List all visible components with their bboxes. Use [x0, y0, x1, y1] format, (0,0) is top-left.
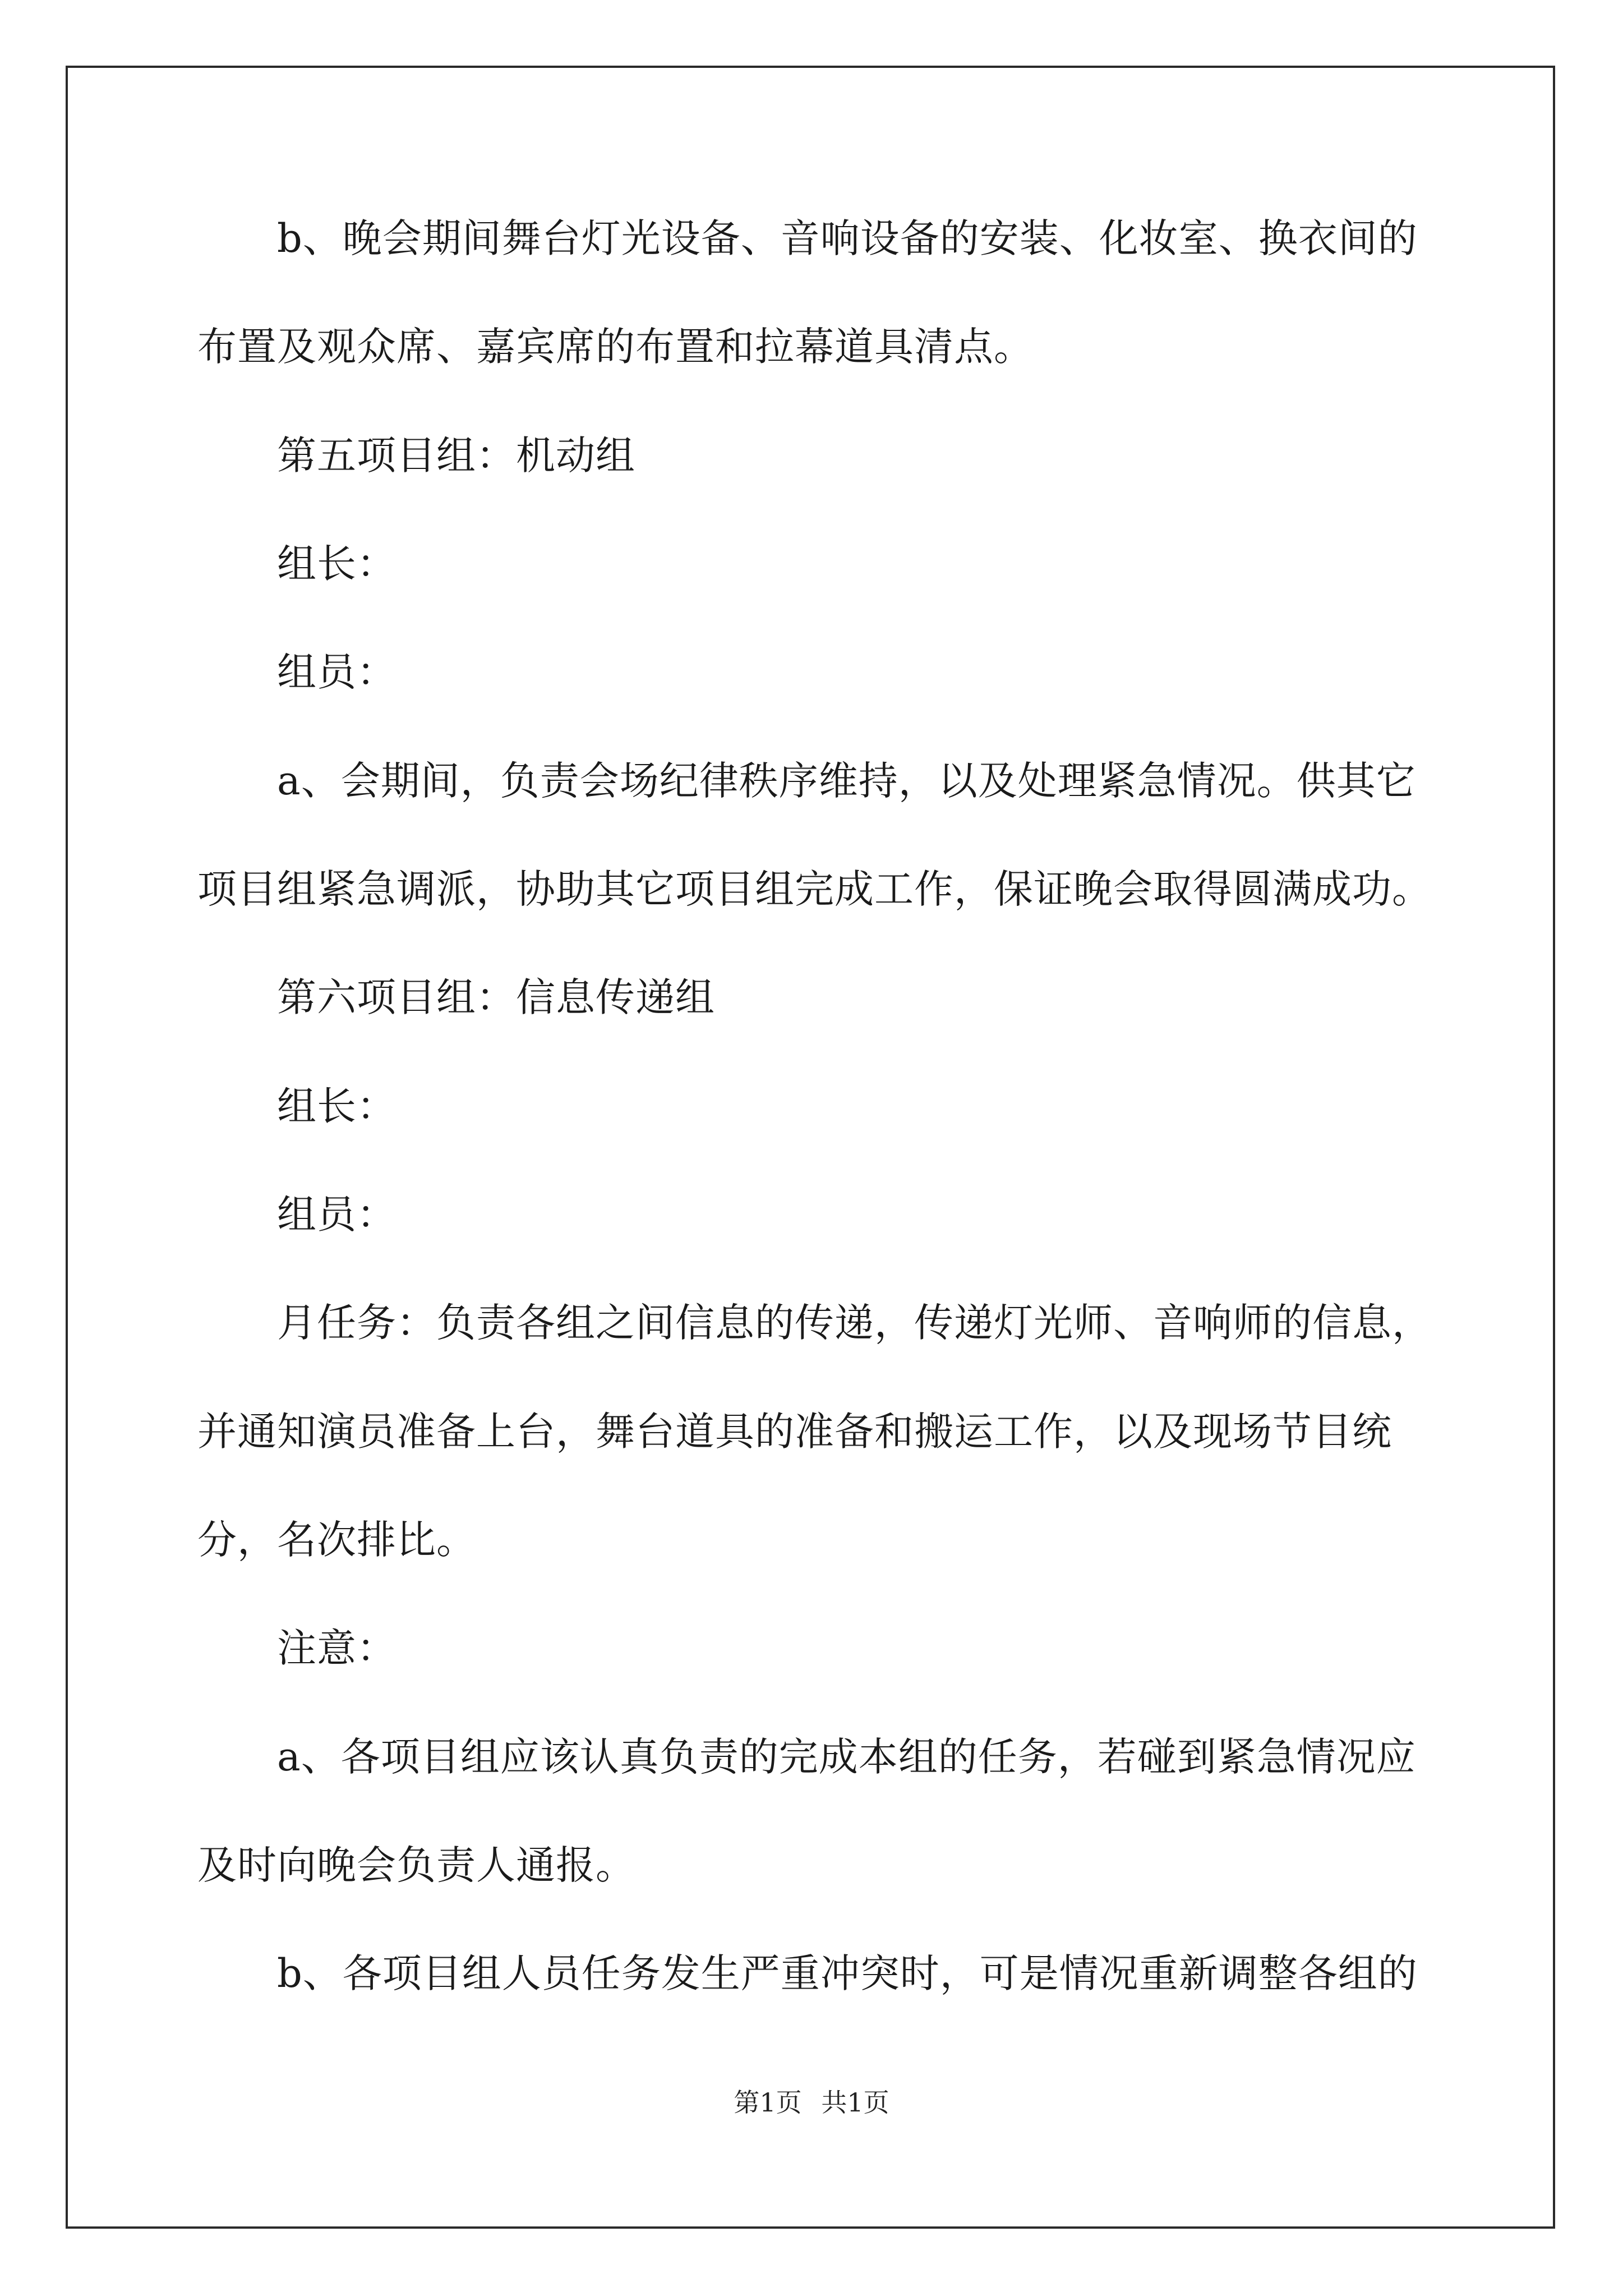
text-line: 月任务：负责各组之间信息的传递，传递灯光师、音响师的信息，: [197, 1300, 1432, 1346]
section-heading: 第五项目组：机动组: [197, 432, 635, 478]
text-line: a、会期间，负责会场纪律秩序维持，以及处理紧急情况。供其它: [197, 758, 1416, 804]
text-line: 组员：: [197, 649, 396, 695]
page-border: [66, 66, 1555, 2229]
text-line: 及时向晚会负责人通报。: [197, 1842, 635, 1888]
text-line: b、各项目组人员任务发生严重冲突时，可是情况重新调整各组的: [197, 1950, 1418, 1996]
text-line: 注意：: [197, 1625, 396, 1671]
section-heading: 第六项目组：信息传递组: [197, 974, 715, 1020]
text-line: 布置及观众席、嘉宾席的布置和拉幕道具清点。: [197, 324, 1034, 370]
page-total: 共1页: [821, 2087, 889, 2118]
page-footer: [0, 2086, 1623, 2119]
text-line: 分，名次排比。: [197, 1517, 476, 1563]
text-line: 组员：: [197, 1191, 396, 1237]
text-line: b、晚会期间舞台灯光设备、音响设备的安装、化妆室、换衣间的: [197, 215, 1418, 261]
text-line: 组长：: [197, 1083, 396, 1129]
text-line: a、各项目组应该认真负责的完成本组的任务，若碰到紧急情况应: [197, 1734, 1416, 1780]
text-line: 组长：: [197, 541, 396, 587]
page-number: 第1页: [734, 2087, 802, 2118]
text-line: 项目组紧急调派，协助其它项目组完成工作，保证晚会取得圆满成功。: [197, 866, 1432, 912]
text-line: 并通知演员准备上台，舞台道具的准备和搬运工作，以及现场节目统: [197, 1409, 1392, 1455]
